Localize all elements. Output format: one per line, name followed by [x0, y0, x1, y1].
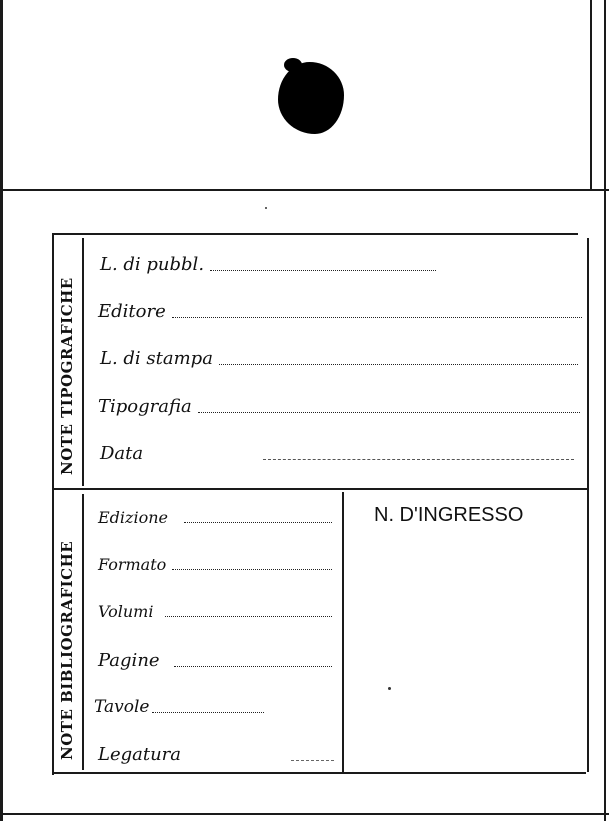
- field-label: Legatura: [98, 744, 182, 765]
- form-middle-border: [52, 488, 588, 490]
- card-right-edge: [604, 0, 606, 821]
- tipografiche-divider: [82, 238, 84, 486]
- field-label: Tipografia: [98, 396, 192, 417]
- form-right-border: [587, 238, 589, 772]
- field-label: Pagine: [98, 650, 160, 671]
- dotted-line: [198, 411, 580, 413]
- note-bibliografiche-heading: NOTE BIBLIOGRAFICHE: [58, 540, 76, 760]
- dotted-line: [172, 316, 582, 318]
- ingresso-divider: [342, 492, 344, 772]
- dotted-line: [165, 615, 332, 617]
- dotted-line: [210, 269, 436, 271]
- field-legatura[interactable]: [98, 744, 334, 765]
- field-formato[interactable]: [98, 555, 332, 574]
- field-data[interactable]: [100, 443, 574, 464]
- field-label: Tavole: [94, 697, 150, 717]
- bibliografiche-divider: [82, 494, 84, 770]
- fold-line: [0, 189, 609, 191]
- numero-ingresso-label: N. D'INGRESSO: [374, 504, 524, 526]
- paper-speck: [265, 207, 267, 209]
- form-bottom-border: [52, 772, 586, 774]
- field-pagine[interactable]: [98, 650, 332, 671]
- paper-speck: [388, 687, 391, 690]
- dotted-line: [174, 665, 332, 667]
- dotted-line: [152, 711, 265, 713]
- field-label: Formato: [98, 555, 167, 574]
- field-label: Editore: [98, 301, 166, 322]
- dotted-line: [291, 759, 334, 761]
- field-tipografia[interactable]: [98, 396, 580, 417]
- note-tipografiche-heading: NOTE TIPOGRAFICHE: [58, 277, 76, 475]
- card-right-edge-top: [590, 0, 592, 190]
- form-top-border: [52, 233, 578, 235]
- punch-hole: [278, 62, 344, 134]
- field-label: L. di stampa: [100, 348, 213, 369]
- field-edizione[interactable]: [98, 508, 332, 527]
- field-tavole[interactable]: [94, 697, 264, 717]
- field-luogo-stampa[interactable]: [100, 348, 578, 369]
- dotted-line: [172, 568, 332, 570]
- form-left-border: [52, 235, 54, 775]
- field-label: Volumi: [98, 602, 154, 621]
- dotted-line: [263, 458, 574, 460]
- field-volumi[interactable]: [98, 602, 332, 621]
- field-label: Edizione: [98, 508, 168, 527]
- field-luogo-pubblicazione[interactable]: [100, 254, 436, 275]
- card-left-edge: [0, 0, 3, 821]
- numero-ingresso-field[interactable]: [345, 535, 585, 770]
- field-label: Data: [100, 443, 144, 464]
- field-editore[interactable]: [98, 301, 582, 322]
- dotted-line: [184, 521, 332, 523]
- field-label: L. di pubbl.: [100, 254, 205, 275]
- dotted-line: [219, 363, 578, 365]
- card-bottom-edge: [0, 813, 609, 815]
